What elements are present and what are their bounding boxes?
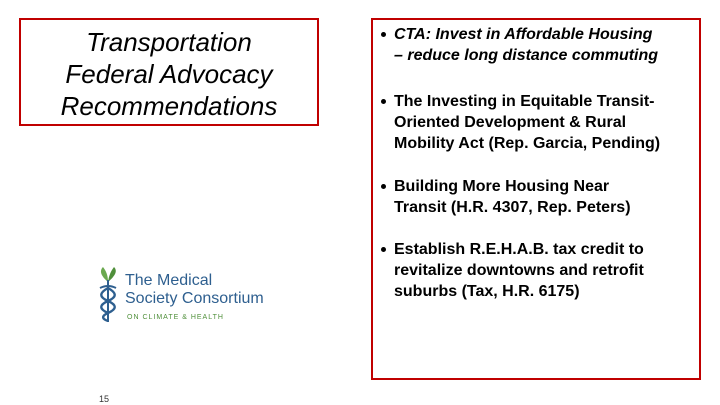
logo-wordmark: The Medical Society Consortium	[125, 272, 264, 307]
bullet-text: Building More Housing Near Transit (H.R. 4307, Rep. Peters)	[394, 178, 631, 216]
consortium-logo	[93, 266, 268, 324]
bullet-dot-icon	[381, 32, 386, 37]
bullet-item	[381, 239, 696, 302]
bullet-box	[371, 18, 701, 380]
page-number: 15	[99, 394, 110, 404]
slide-title: Transportation Federal Advocacy Recommendations	[60, 27, 278, 121]
bullet-dot-icon	[381, 247, 386, 252]
logo-tagline: ON CLIMATE & HEALTH	[127, 314, 224, 321]
bullet-dot-icon	[381, 99, 386, 104]
bullet-text: Establish R.E.H.A.B. tax credit to revitalize downtowns and retrofit suburbs (Tax, H.R. 6175)	[394, 241, 644, 300]
bullet-text: The Investing in Equitable Transit- Oriented Development & Rural Mobility Act (Rep. Garcia, Pending)	[394, 93, 661, 152]
caduceus-leaf-icon	[93, 266, 123, 324]
bullet-text: CTA: Invest in Affordable Housing – reduce long distance commuting	[394, 26, 659, 64]
bullet-item	[381, 176, 696, 218]
bullet-item	[381, 91, 696, 154]
title-box	[19, 18, 319, 126]
bullet-item	[381, 24, 696, 66]
bullet-dot-icon	[381, 184, 386, 189]
